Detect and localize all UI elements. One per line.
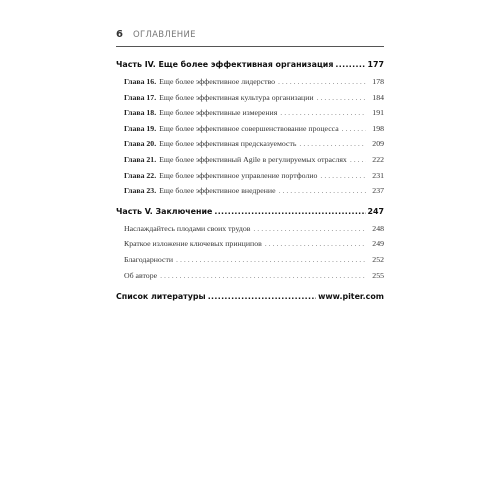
- entry-title: Об авторе: [124, 270, 158, 280]
- running-title: ОГЛАВЛЕНИЕ: [133, 30, 196, 40]
- chapter-page: 198: [372, 123, 384, 133]
- dot-leader: [208, 288, 316, 306]
- entry-page: 255: [372, 270, 384, 280]
- chapter-page: 209: [372, 139, 384, 149]
- toc-part-5[interactable]: [116, 203, 384, 221]
- chapter-title: Еще более эффективное управление портфолио: [159, 170, 318, 180]
- dot-leader: [253, 221, 366, 237]
- toc-chapter-18[interactable]: [116, 105, 384, 121]
- part-page: 177: [367, 60, 384, 69]
- toc-bibliography[interactable]: [116, 288, 384, 306]
- toc-entry-about-author[interactable]: [116, 268, 384, 284]
- dot-leader: [335, 56, 365, 74]
- chapter-page: 237: [372, 186, 384, 196]
- toc-chapter-23[interactable]: [116, 183, 384, 199]
- dot-leader: [342, 121, 367, 137]
- chapter-page: 222: [372, 154, 384, 164]
- toc-chapter-19[interactable]: [116, 121, 384, 137]
- dot-leader: [279, 183, 367, 199]
- dot-leader: [320, 168, 366, 184]
- chapter-number: Глава 23.: [124, 186, 157, 196]
- entry-title: Наслаждайтесь плодами своих трудов: [124, 223, 251, 233]
- chapter-title: Еще более эффективная предсказуемость: [159, 139, 297, 149]
- chapter-page: 178: [372, 77, 384, 86]
- dot-leader: [350, 152, 366, 168]
- toc-part-4[interactable]: [116, 56, 384, 74]
- chapter-title: Еще более эффективное внедрение: [159, 186, 276, 196]
- entry-title: Краткое изложение ключевых принципов: [124, 239, 262, 249]
- toc-chapter-20[interactable]: [116, 136, 384, 152]
- dot-leader: [317, 90, 367, 106]
- dot-leader: [278, 74, 366, 90]
- entry-title: Благодарности: [124, 254, 174, 264]
- chapter-page: 231: [372, 170, 384, 180]
- chapter-title: Еще более эффективное совершенствование процесса: [159, 123, 339, 133]
- page-number: 6: [116, 29, 123, 40]
- table-of-contents: [116, 56, 384, 306]
- chapter-title: Еще более эффективная культура организации: [159, 92, 314, 102]
- chapter-number: Глава 18.: [124, 108, 157, 118]
- toc-chapter-22[interactable]: [116, 168, 384, 184]
- dot-leader: [265, 236, 367, 252]
- toc-chapter-21[interactable]: [116, 152, 384, 168]
- entry-page: 252: [372, 254, 384, 264]
- dot-leader: [214, 203, 365, 221]
- page-header: [116, 26, 384, 47]
- toc-entry-key-principles[interactable]: [116, 236, 384, 252]
- dot-leader: [280, 105, 366, 121]
- chapter-number: Глава 22.: [124, 170, 157, 180]
- chapter-title: Еще более эффективное лидерство: [159, 77, 275, 86]
- chapter-title: Еще более эффективные измерения: [159, 108, 278, 118]
- toc-chapter-17[interactable]: [116, 90, 384, 106]
- chapter-number: Глава 17.: [124, 92, 157, 102]
- chapter-number: Глава 16.: [124, 77, 157, 86]
- chapter-page: 191: [372, 108, 384, 118]
- dot-leader: [160, 268, 366, 284]
- toc-entry-acknowledgements[interactable]: [116, 252, 384, 268]
- chapter-page: 184: [372, 92, 384, 102]
- bibliography-title: Список литературы: [116, 292, 206, 302]
- dot-leader: [299, 136, 366, 152]
- toc-entry-enjoy-fruits[interactable]: [116, 221, 384, 237]
- dot-leader: [176, 252, 366, 268]
- entry-page: 249: [372, 239, 384, 249]
- chapter-number: Глава 19.: [124, 123, 157, 133]
- part-title: Часть IV. Еще более эффективная организация: [116, 60, 334, 69]
- bibliography-page: www.piter.com: [318, 292, 384, 302]
- chapter-title: Еще более эффективный Agile в регулируемых отраслях: [159, 154, 347, 164]
- entry-page: 248: [372, 223, 384, 233]
- toc-chapter-16[interactable]: [116, 74, 384, 90]
- part-page: 247: [367, 206, 384, 216]
- part-title: Часть V. Заключение: [116, 206, 213, 216]
- chapter-number: Глава 20.: [124, 139, 157, 149]
- chapter-number: Глава 21.: [124, 154, 157, 164]
